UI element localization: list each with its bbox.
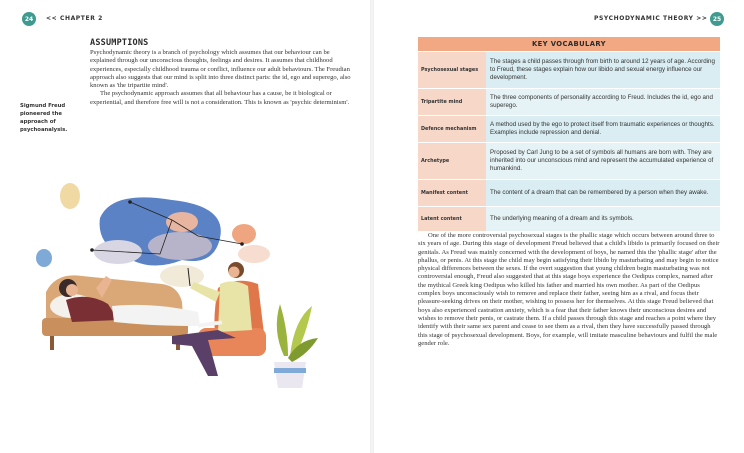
patient-face [66,284,78,296]
vocab-row [418,180,720,207]
key-vocabulary-table [418,37,720,232]
image-caption: Sigmund Freud pioneered the approach of psychoanalysis. [20,103,68,133]
vocab-definition: The stages a child passes through from birth to around 12 years of age. According to Freud, these stages explain how our libido and sexual energy influence our development. [486,52,720,89]
page-number-right: 25 [710,12,724,26]
vocab-title: KEY VOCABULARY [418,37,720,52]
vocab-row [418,89,720,116]
thought-bubble-pink [166,212,198,232]
vocab-row [418,143,720,180]
vocab-definition: The three components of personality according to Freud. Includes the id, ego and superego. [486,89,720,116]
thought-bubble-orange [232,224,256,244]
thought-bubble-cream [238,245,270,263]
therapy-session-illustration [22,180,322,398]
thought-bubble-light [94,240,142,264]
vocab-term: Manifest content [418,180,486,207]
vocab-row [418,52,720,89]
vocab-row [418,116,720,143]
page-number-left: 24 [22,12,36,26]
paragraph-1: Psychodynamic theory is a branch of psychology which assumes that our behaviour can be explained through our unconscious thoughts, feelings and desires. It assumes that childhood experiences, especially childhood trauma or conflict, influence our adult behaviours. The Freudian approach also suggests that our mind is split into three distinct parts: the id, ego and superego, also known as 'the tripartite mind'. [90,49,351,90]
vocab-definition: A method used by the ego to protect itself from traumatic experiences or thoughts. Examples include repression and denial. [486,116,720,143]
thought-bubble-blue-small [36,249,52,267]
vocab-term: Latent content [418,207,486,232]
vocab-definition: The underlying meaning of a dream and its symbols. [486,207,720,232]
running-head-left: << CHAPTER 2 [46,15,103,22]
vocab-term: Archetype [418,143,486,180]
vocab-term: Defence mechanism [418,116,486,143]
right-page [372,0,744,453]
vocab-definition: Proposed by Carl Jung to be a set of symbols all humans are born with. They are inherited into our unconscious mind and represent the accumulated experience of humankind. [486,143,720,180]
patient-legs [112,305,200,326]
phallic-stage-text: One of the more controversial psychosexual stages is the phallic stage which occurs between around three to six years of age. During this stage of development Freud believed that a child's libido is primarily focused on their genitals. As Freud was mainly concerned with the development of boys, he named this the 'phallic stage' after the phallus, or penis. At this stage the child may begin satisfying their libido by masturbating and may begin to notice physical differences between the sexes. If the overt suggestion that young children begin masturbating was not controversial enough, Freud also suggested that at this stage boys experience the Oedipus complex, named after the mythical Greek king Oedipus who killed his father and married his own mother. As part of the Oedipus complex boys unconsciously wish to remove and replace their father, seeing him as a rival, and focus their pleasure-seeking drives on their mother, wishing to possess her for themselves. At this stage Freud believed that boys also experienced castration anxiety, which is a fear that their father knows their unconscious desires and wishes to remove their penis, or castrate them. If a child passes through this stage and reaches a point where they identify with their same sex parent and cease to see them as a rival, then they have successfully passed through this stage of psychosexual development. Boys, for example, will imitate masculine behaviours and fulfil the male gender role. [418,232,720,347]
therapist-arm [190,282,220,302]
paragraph-2: The psychodynamic approach assumes that all behaviour has a cause, be it biological or experiential, and therefore free will is not a consideration. This is known as 'psychic determinism'. [90,90,350,106]
vocab-term: Psychosexual stages [418,52,486,89]
therapist-shirt [218,281,252,332]
plant-pot [274,362,306,388]
therapist-face [229,267,240,278]
vocab-definition: The content of a dream that can be remembered by a person when they awake. [486,180,720,207]
section-heading: ASSUMPTIONS [90,38,149,48]
running-head-right: PSYCHODYNAMIC THEORY >> [594,15,708,22]
assumptions-text [90,49,352,107]
thought-bubble-small [60,183,80,209]
vocab-row [418,207,720,232]
plant-leaf-1 [277,304,288,356]
thought-bubble-grey [148,232,212,260]
vocab-term: Tripartite mind [418,89,486,116]
